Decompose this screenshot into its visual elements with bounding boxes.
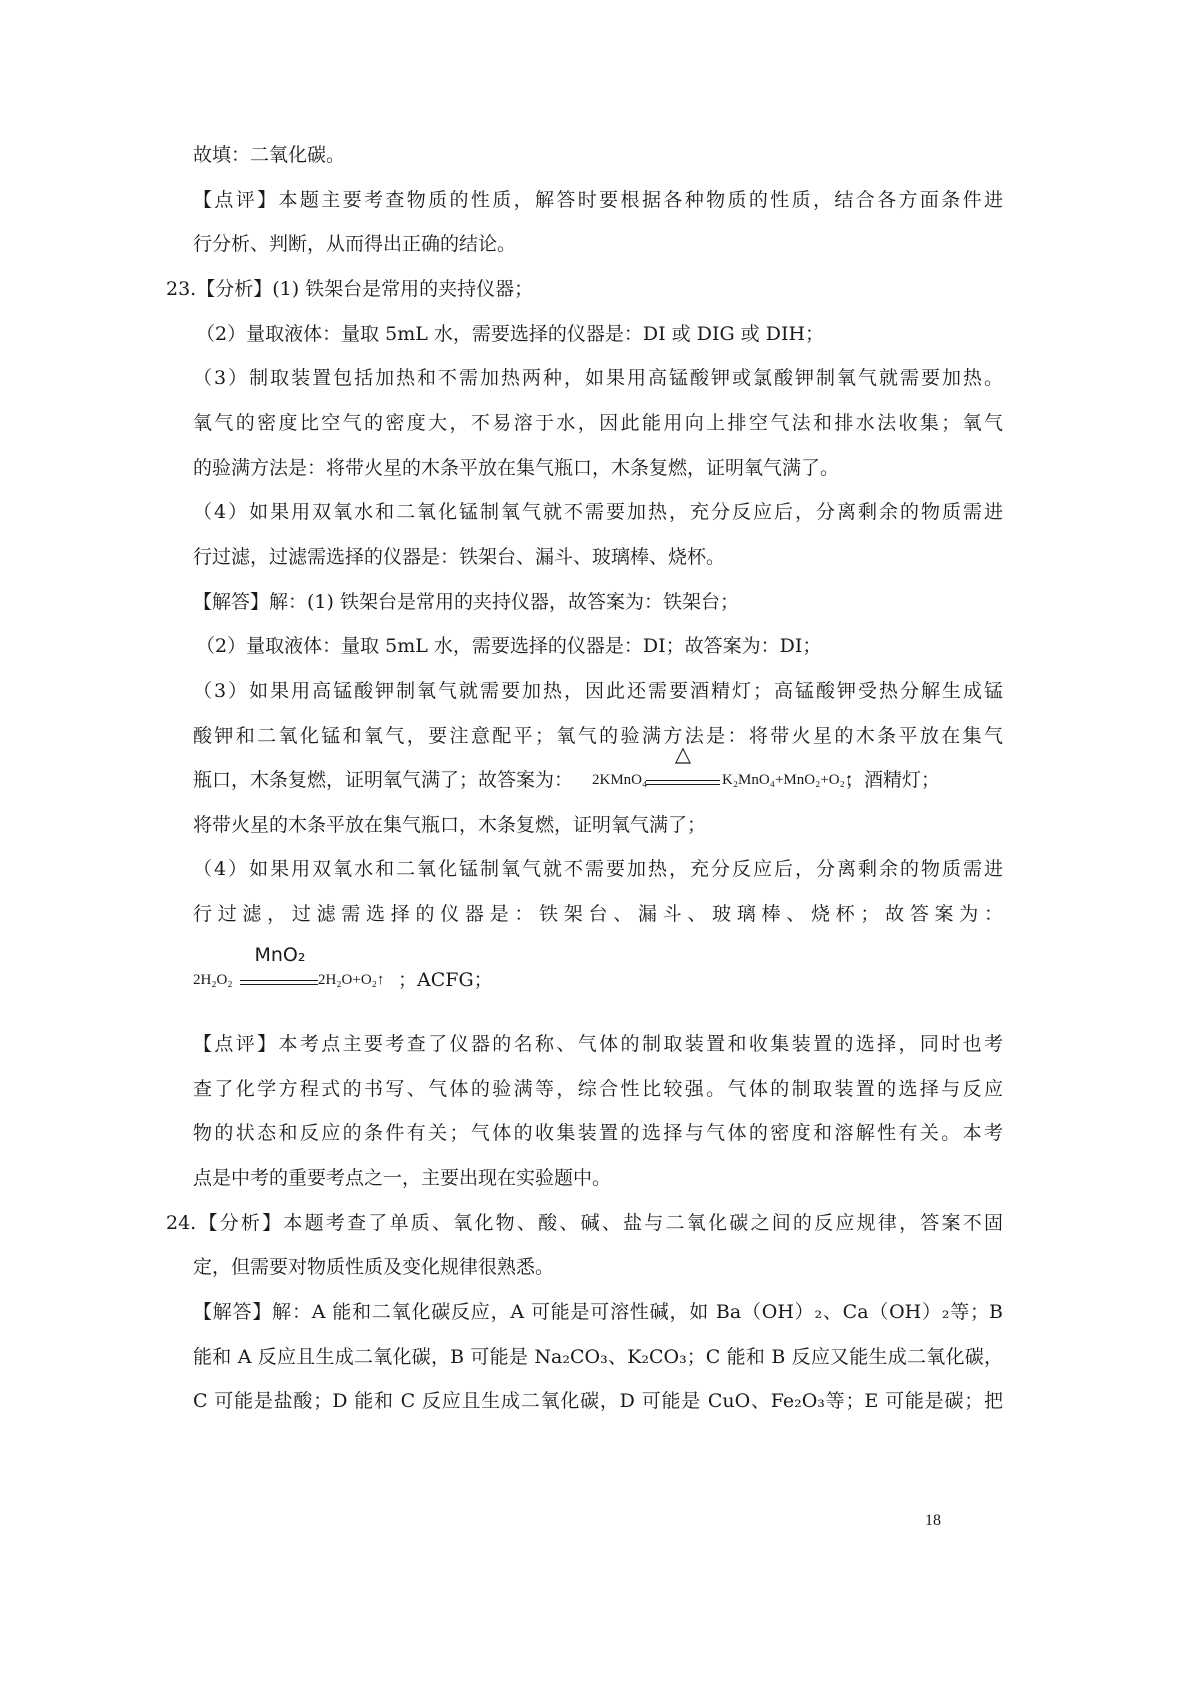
catalyst-label: MnO₂ bbox=[254, 944, 306, 966]
equation-lhs: 2H₂O₂ bbox=[193, 972, 233, 988]
heat-symbol: △ bbox=[674, 742, 692, 766]
text-line: C 可能是盐酸；D 能和 C 反应且生成二氧化碳，D 可能是 CuO、Fe₂O₃等；E 可能是碳；把 bbox=[193, 1390, 1003, 1412]
text-line: 氧气的密度比空气的密度大，不易溶于水，因此能用向上排空气法和排水法收集；氧气 bbox=[193, 412, 1003, 434]
text-line: （2）量取液体：量取 5mL 水，需要选择的仪器是：DI 或 DIG 或 DIH； bbox=[196, 323, 825, 345]
text-line: 【解答】解：(1) 铁架台是常用的夹持仪器，故答案为：铁架台； bbox=[193, 591, 739, 613]
text-line: 定，但需要对物质性质及变化规律很熟悉。 bbox=[193, 1256, 555, 1278]
text-line: 的验满方法是：将带火星的木条平放在集气瓶口，木条复燃，证明氧气满了。 bbox=[193, 457, 840, 479]
question-24-heading: 24.【分析】本题考查了单质、氧化物、酸、碱、盐与二氧化碳之间的反应规律，答案不固 bbox=[166, 1212, 1003, 1234]
text-line: （4）如果用双氧水和二氧化锰制氧气就不需要加热，充分反应后，分离剩余的物质需进 bbox=[193, 858, 1003, 880]
text-line: 物的状态和反应的条件有关；气体的收集装置的选择与气体的密度和溶解性有关。本考 bbox=[193, 1122, 1003, 1144]
text-line: 【点评】本考点主要考查了仪器的名称、气体的制取装置和收集装置的选择，同时也考 bbox=[193, 1033, 1003, 1055]
text-line: 查了化学方程式的书写、气体的验满等，综合性比较强。气体的制取装置的选择与反应 bbox=[193, 1078, 1003, 1100]
text-line: 行过滤，过滤需选择的仪器是：铁架台、漏斗、玻璃棒、烧杯；故答案为： bbox=[193, 903, 1003, 925]
question-23-heading: 23.【分析】(1) 铁架台是常用的夹持仪器； bbox=[166, 278, 534, 300]
text-line: 点是中考的重要考点之一，主要出现在实验题中。 bbox=[193, 1167, 612, 1189]
text-line: 行分析、判断，从而得出正确的结论。 bbox=[193, 233, 517, 255]
text-line: 瓶口，木条复燃，证明氧气满了；故答案为： bbox=[193, 769, 574, 791]
equation-equals-sign bbox=[646, 780, 720, 785]
text-line: ；ACFG； bbox=[398, 969, 493, 991]
text-line: （4）如果用双氧水和二氧化锰制氧气就不需要加热，充分反应后，分离剩余的物质需进 bbox=[193, 501, 1003, 523]
text-line: 酸钾和二氧化锰和氧气，要注意配平；氧气的验满方法是：将带火星的木条平放在集气 bbox=[193, 725, 1003, 747]
text-line: 故填：二氧化碳。 bbox=[193, 144, 346, 166]
text-line: 行过滤，过滤需选择的仪器是：铁架台、漏斗、玻璃棒、烧杯。 bbox=[193, 546, 726, 568]
text-line: （2）量取液体：量取 5mL 水，需要选择的仪器是：DI；故答案为：DI； bbox=[196, 635, 822, 657]
page-number: 18 bbox=[925, 1512, 941, 1529]
equation-rhs: K₂MnO₄+MnO₂+O₂↑ bbox=[722, 772, 853, 788]
text-line: 将带火星的木条平放在集气瓶口，木条复燃，证明氧气满了； bbox=[193, 814, 707, 836]
equation-rhs: 2H₂O+O₂↑ bbox=[318, 972, 385, 988]
text-line: （3）制取装置包括加热和不需加热两种，如果用高锰酸钾或氯酸钾制氧气就需要加热。 bbox=[193, 367, 1003, 389]
text-line: ；酒精灯； bbox=[845, 769, 941, 791]
equation-lhs: 2KMnO₄ bbox=[592, 772, 648, 788]
text-line: 【解答】解：A 能和二氧化碳反应，A 可能是可溶性碱，如 Ba（OH）₂、Ca（OH）₂等；B bbox=[193, 1301, 1003, 1323]
text-line: （3）如果用高锰酸钾制氧气就需要加热，因此还需要酒精灯；高锰酸钾受热分解生成锰 bbox=[193, 680, 1003, 702]
text-line: 【点评】本题主要考查物质的性质，解答时要根据各种物质的性质，结合各方面条件进 bbox=[193, 189, 1003, 211]
equation-equals-sign bbox=[240, 980, 318, 985]
text-line: 能和 A 反应且生成二氧化碳，B 可能是 Na₂CO₃、K₂CO₃；C 能和 B 反应又能生成二氧化碳， bbox=[193, 1346, 1003, 1368]
